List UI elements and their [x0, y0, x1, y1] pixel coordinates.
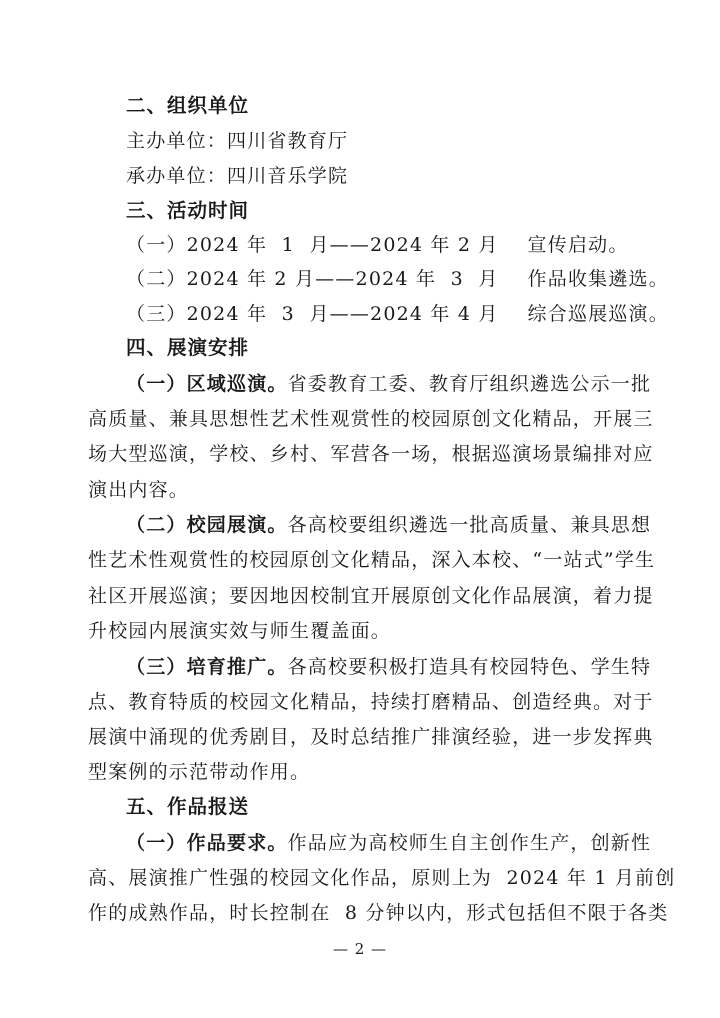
- organizer-line: 主办单位：四川省教育厅: [126, 130, 349, 152]
- regional-paragraph-line-3: 场大型巡演，学校、乡村、军营各一场，根据巡演场景编排对应: [88, 443, 654, 465]
- section-heading-time: 三、活动时间: [126, 199, 250, 222]
- page-number: — 2 —: [332, 940, 388, 958]
- section-heading-show: 四、展演安排: [126, 336, 250, 359]
- requirements-paragraph-line-2: 高、展演推广性强的校园文化作品，原则上为 2024 年 1 月前创: [88, 867, 676, 889]
- time-item-1: （一）2024 年 1 月——2024 年 2 月 宣传启动。: [126, 234, 629, 256]
- campus-paragraph-line-4: 升校园内展演实效与师生覆盖面。: [88, 620, 392, 642]
- requirements-label: （一）作品要求。: [126, 832, 288, 854]
- campus-paragraph-line-3: 社区开展巡演；要因地因校制宜开展原创文化作品展演，着力提: [88, 585, 654, 607]
- promo-label: （三）培育推广。: [126, 656, 288, 678]
- promo-paragraph-line-1: （三）培育推广。各高校要积极打造具有校园特色、学生特: [126, 656, 652, 678]
- time-item-3: （三）2024 年 3 月——2024 年 4 月 综合巡展巡演。: [126, 303, 669, 325]
- section-heading-organization: 二、组织单位: [126, 94, 250, 117]
- section-heading-submission: 五、作品报送: [126, 795, 250, 818]
- campus-label: （二）校园展演。: [126, 514, 288, 536]
- promo-paragraph-line-2: 点、教育特质的校园文化精品，持续打磨精品、创造经典。对于: [88, 691, 654, 713]
- requirements-paragraph-line-3: 作的成熟作品，时长控制在 8 分钟以内，形式包括但不限于各类: [88, 902, 669, 924]
- regional-paragraph-line-4: 演出内容。: [88, 479, 190, 501]
- campus-paragraph-line-2: 性艺术性观赏性的校园原创文化精品，深入本校、“一站式”学生: [88, 549, 656, 571]
- regional-paragraph-line-2: 高质量、兼具思想性艺术性观赏性的校园原创文化精品，开展三: [88, 408, 654, 430]
- campus-paragraph-line-1: （二）校园展演。各高校要组织遴选一批高质量、兼具思想: [126, 514, 652, 536]
- promo-paragraph-line-4: 型案例的示范带动作用。: [88, 761, 311, 783]
- time-item-2: （二）2024 年 2 月——2024 年 3 月 作品收集遴选。: [126, 268, 669, 290]
- regional-label: （一）区域巡演。: [126, 373, 288, 395]
- requirements-paragraph-line-1: （一）作品要求。作品应为高校师生自主创作生产，创新性: [126, 832, 652, 854]
- undertaker-line: 承办单位：四川音乐学院: [126, 165, 349, 187]
- promo-paragraph-line-3: 展演中涌现的优秀剧目，及时总结推广排演经验，进一步发挥典: [88, 726, 654, 748]
- regional-paragraph-line-1: （一）区域巡演。省委教育工委、教育厅组织遴选公示一批: [126, 373, 652, 395]
